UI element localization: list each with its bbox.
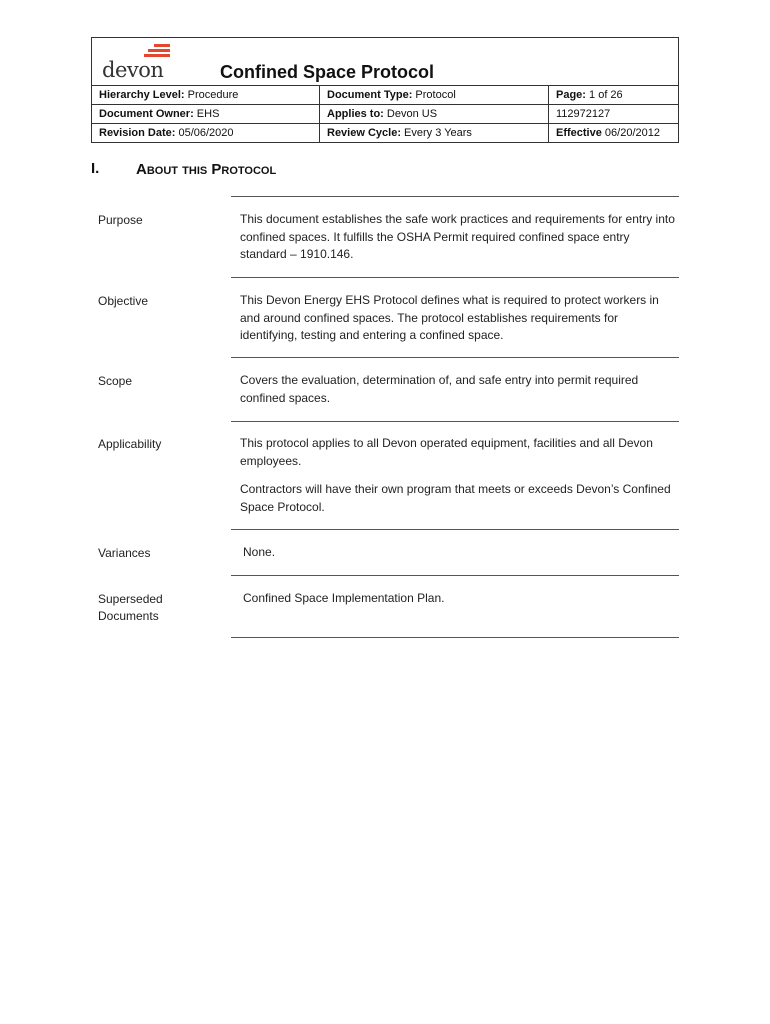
applicability-contractors-text: Contractors will have their own program that meets or exceeds Devon’s Confined Space Protocol.	[240, 482, 671, 514]
devon-logo	[102, 44, 182, 84]
purpose-label: Purpose	[98, 213, 143, 227]
metadata-table	[92, 85, 678, 143]
divider	[231, 575, 679, 576]
applicability-label: Applicability	[98, 437, 162, 451]
objective-text: This Devon Energy EHS Protocol defines what is required to protect workers in and around confined spaces. The protocol establishes requirements for identifying, testing and entering a confined space.	[240, 293, 659, 342]
metadata-row	[92, 86, 678, 105]
document-owner-cell: Document Owner: EHS	[92, 105, 320, 123]
metadata-row	[92, 105, 678, 124]
scope-label: Scope	[98, 374, 133, 388]
logo-wordmark: devon	[102, 58, 164, 82]
divider	[231, 421, 679, 422]
scope-text: Covers the evaluation, determination of, and safe entry into permit required confined spaces.	[240, 373, 639, 405]
variances-text: None.	[243, 545, 276, 559]
applicability-text: This protocol applies to all Devon operated equipment, facilities and all Devon employees.	[240, 436, 653, 468]
superseded-label: Superseded Documents	[98, 592, 163, 623]
divider	[231, 357, 679, 358]
revision-date-cell: Revision Date: 05/06/2020	[92, 124, 320, 143]
review-cycle-cell: Review Cycle: Every 3 Years	[320, 124, 549, 143]
document-header	[91, 37, 679, 143]
objective-label: Objective	[98, 294, 149, 308]
superseded-text: Confined Space Implementation Plan.	[243, 591, 445, 605]
applies-to-cell: Applies to: Devon US	[320, 105, 549, 123]
divider	[231, 277, 679, 278]
document-type-cell: Document Type: Protocol	[320, 86, 549, 104]
page-cell: Page: 1 of 26	[556, 89, 623, 101]
divider	[231, 637, 679, 638]
document-title: Confined Space Protocol	[220, 62, 435, 82]
hierarchy-level-cell: Hierarchy Level: Procedure	[92, 86, 320, 104]
purpose-text: This document establishes the safe work practices and requirements for entry into confined spaces. It fulfills the OSHA Permit required confined space entry standard – 1910.146.	[240, 212, 675, 261]
document-number-cell: 112972127	[556, 108, 611, 120]
metadata-row	[92, 124, 678, 143]
divider	[231, 529, 679, 530]
effective-date-cell: Effective 06/20/2012	[556, 127, 660, 139]
section-number: I.	[91, 160, 100, 177]
variances-label: Variances	[98, 546, 151, 560]
divider	[231, 196, 679, 197]
section-title: About this Protocol	[136, 161, 277, 178]
